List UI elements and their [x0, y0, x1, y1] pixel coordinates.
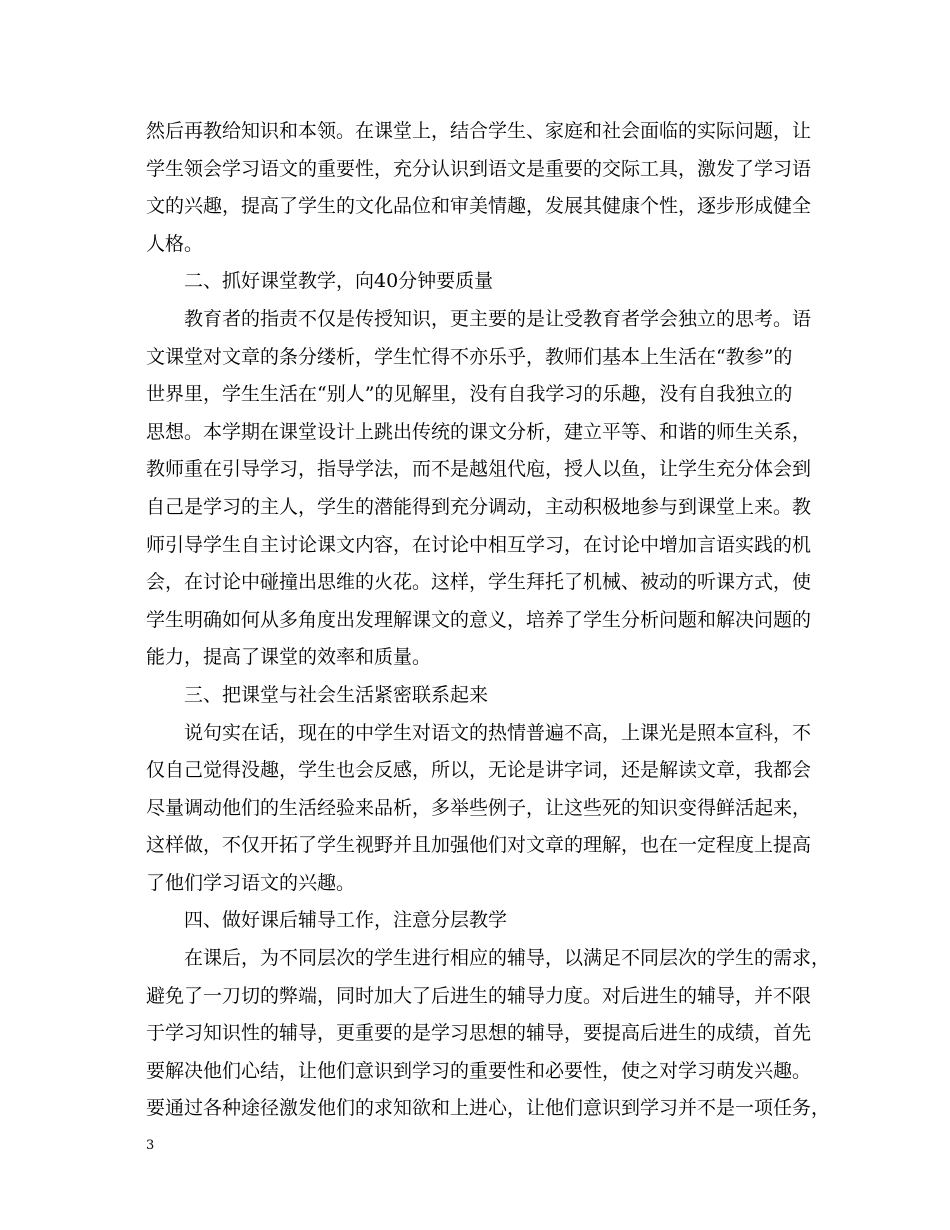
text-line: 说句实在话，现在的中学生对语文的热情普遍不高，上课光是照本宣科，不	[184, 721, 812, 744]
section-heading: 四、做好课后辅导工作，注意分层教学	[184, 909, 508, 932]
text-line: 人格。	[146, 232, 204, 255]
text-line: 教师重在引导学习，指导学法，而不是越俎代庖，授人以鱼，让学生充分体会到	[146, 458, 812, 481]
text-line: 要解决他们心结，让他们意识到学习的重要性和必要性，使之对学习萌发兴趣。	[146, 1059, 812, 1082]
text-line: 能力，提高了课堂的效率和质量。	[146, 646, 432, 669]
text-line: 世界里，学生生活在“别人”的见解里，没有自我学习的乐趣，没有自我独立的	[146, 383, 793, 406]
text-line: 在课后，为不同层次的学生进行相应的辅导，以满足不同层次的学生的需求，	[184, 947, 831, 970]
text-line: 教育者的指责不仅是传授知识，更主要的是让受教育者学会独立的思考。语	[184, 307, 812, 330]
text-line: 学生明确如何从多角度出发理解课文的意义，培养了学生分析问题和解决问题的	[146, 608, 812, 631]
text-line: 然后再教给知识和本领。在课堂上，结合学生、家庭和社会面临的实际问题，让	[146, 120, 812, 142]
text-line: 文课堂对文章的条分缕析，学生忙得不亦乐乎，教师们基本上生活在“教参”的	[146, 345, 793, 368]
text-line: 自己是学习的主人，学生的潜能得到充分调动，主动积极地参与到课堂上来。教	[146, 495, 812, 518]
text-line: 仅自己觉得没趣，学生也会反感，所以，无论是讲字词，还是解读文章，我都会	[146, 759, 812, 782]
text-line: 要通过各种途径激发他们的求知欲和上进心，让他们意识到学习并不是一项任务，	[146, 1097, 831, 1120]
text-line: 会，在讨论中碰撞出思维的火花。这样，学生拜托了机械、被动的听课方式，使	[146, 571, 812, 594]
text-line: 思想。本学期在课堂设计上跳出传统的课文分析，建立平等、和谐的师生关系，	[146, 420, 812, 443]
section-heading: 二、抓好课堂教学，向40分钟要质量	[184, 270, 494, 293]
text-line: 了他们学习语文的兴趣。	[146, 871, 356, 894]
text-line: 师引导学生自主讨论课文内容，在讨论中相互学习，在讨论中增加言语实践的机	[146, 533, 812, 556]
text-line: 这样做，不仅开拓了学生视野并且加强他们对文章的理解，也在一定程度上提高	[146, 834, 812, 857]
text-line: 学生领会学习语文的重要性，充分认识到语文是重要的交际工具，激发了学习语	[146, 157, 812, 180]
text-line: 于学习知识性的辅导，更重要的是学习思想的辅导，要提高后进生的成绩，首先	[146, 1022, 812, 1045]
body-text	[146, 113, 831, 1128]
text-line: 尽量调动他们的生活经验来品析，多举些例子，让这些死的知识变得鲜活起来，	[146, 796, 812, 819]
section-heading: 三、把课堂与社会生活紧密联系起来	[184, 683, 489, 706]
text-line: 避免了一刀切的弊端，同时加大了后进生的辅导力度。对后进生的辅导，并不限	[146, 984, 812, 1007]
text-line: 文的兴趣，提高了学生的文化品位和审美情趣，发展其健康个性，逐步形成健全	[146, 195, 812, 218]
page-number: 3	[146, 1138, 155, 1153]
